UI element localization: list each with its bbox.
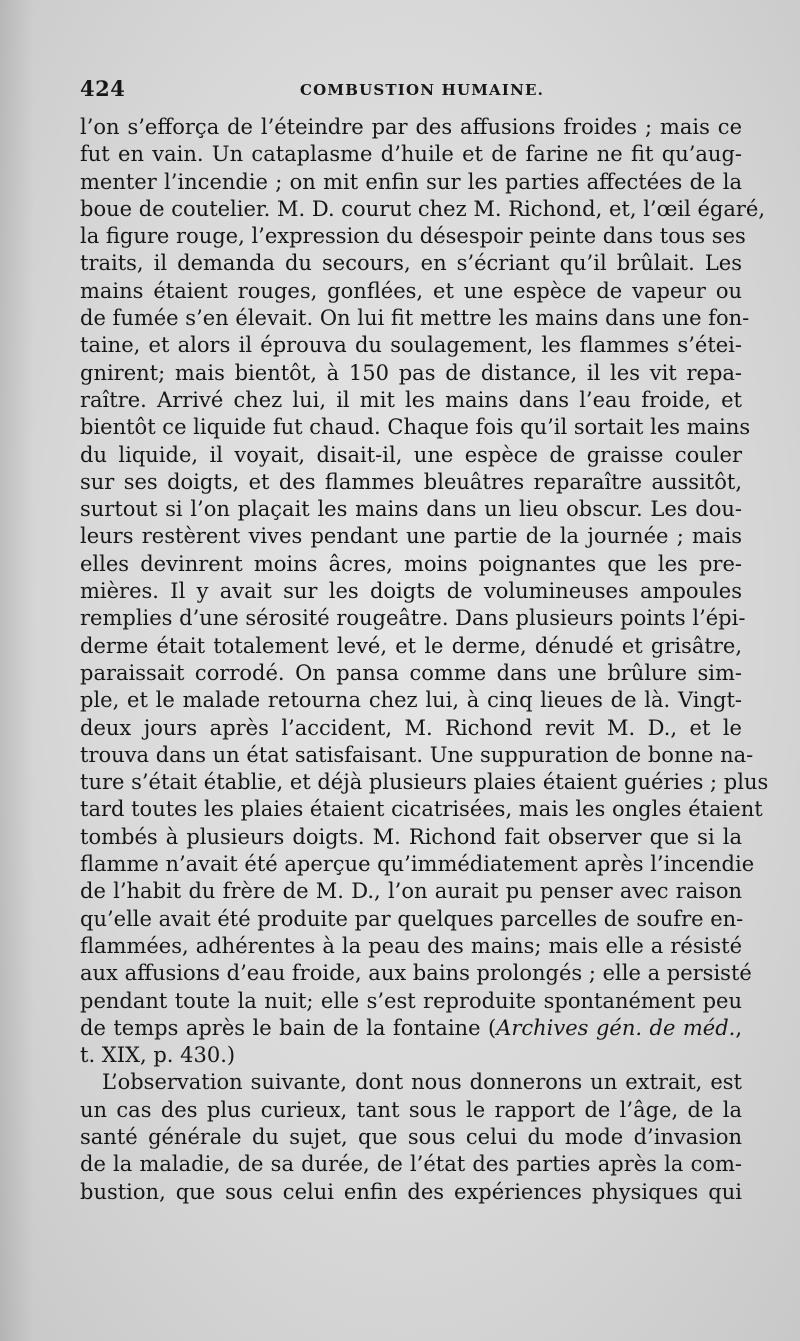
text-line: de la maladie, de sa durée, de l’état des parties après la com- [80,1152,742,1177]
citation-journal-title: Archives gén. de méd. [496,1015,736,1040]
text-line: ture s’était établie, et déjà plusieurs plaies étaient guéries ; plus [80,770,769,795]
text-line: mières. Il y avait sur les doigts de volumineuses ampoules [80,579,742,604]
text-line: derme était totalement levé, et le derme, dénudé et grisâtre, [80,633,742,658]
text-line: mains étaient rouges, gonflées, et une espèce de vapeur ou [80,278,742,303]
text-line: leurs restèrent vives pendant une partie de la journée ; mais [80,524,742,549]
text-line: traits, il demanda du secours, en s’écriant qu’il brûlait. Les [80,251,742,276]
text-line: sur ses doigts, et des flammes bleuâtres reparaître aussitôt, [80,469,742,494]
page-number: 424 [80,76,126,101]
text-line: de fumée s’en élevait. On lui fit mettre les mains dans une fon- [80,306,750,331]
citation-reference: t. XIX, p. 430.) [80,1043,236,1068]
text-line: tard toutes les plaies étaient cicatrisées, mais les ongles étaient [80,797,763,822]
paragraph-first-line: L’observation suivante, dont nous donnerons un extrait, est [102,1070,742,1095]
text-line: l’on s’efforça de l’éteindre par des affusions froides ; mais ce [80,115,742,139]
text-line: fut en vain. Un cataplasme d’huile et de farine ne fit qu’aug- [80,142,742,167]
text-line: aux affusions d’eau froide, aux bains prolongés ; elle a persisté [80,961,752,986]
text-line: qu’elle avait été produite par quelques parcelles de soufre en- [80,906,744,931]
text-line: bustion, que sous celui enfin des expériences physiques qui [80,1179,742,1204]
citation-line [80,1015,742,1042]
text-line: taine, et alors il éprouva du soulagement, les flammes s’étei- [80,333,742,358]
text-line: bientôt ce liquide fut chaud. Chaque fois qu’il sortait les mains [80,415,751,440]
text-line: ple, et le malade retourna chez lui, à cinq lieues de là. Vingt- [80,688,742,713]
text-line: un cas des plus curieux, tant sous le rapport de l’âge, de la [80,1097,742,1122]
body-text [80,114,769,1206]
citation-suffix: , [735,1015,743,1040]
text-line: flammées, adhérentes à la peau des mains; mais elle a résisté [80,933,742,958]
page-header [80,76,742,108]
text-line: gnirent; mais bientôt, à 150 pas de distance, il les vit repa- [80,360,742,385]
text-line: trouva dans un état satisfaisant. Une suppuration de bonne na- [80,742,754,767]
text-line: de l’habit du frère de M. D., l’on aurait pu penser avec raison [80,879,742,904]
text-line: flamme n’avait été aperçue qu’immédiatement après l’incendie [80,852,755,877]
text-line: pendant toute la nuit; elle s’est reproduite spontanément peu [80,988,742,1013]
text-line: du liquide, il voyait, disait-il, une espèce de graisse couler [80,442,742,467]
text-line: santé générale du sujet, que sous celui du mode d’invasion [80,1124,742,1149]
text-line: menter l’incendie ; on mit enfin sur les parties affectées de la [80,169,742,194]
text-line: tombés à plusieurs doigts. M. Richond fait observer que si la [80,824,742,849]
text-line: boue de coutelier. M. D. courut chez M. Richond, et, l’œil égaré, [80,196,765,221]
citation-prefix: de temps après le bain de la fontaine ( [80,1015,497,1040]
text-line: remplies d’une sérosité rougeâtre. Dans plusieurs points l’épi- [80,606,746,631]
text-line: deux jours après l’accident, M. Richond revit M. D., et le [80,715,742,740]
text-line: surtout si l’on plaçait les mains dans un lieu obscur. Les dou- [80,497,742,522]
text-line: la figure rouge, l’expression du désespoir peinte dans tous ses [80,224,746,249]
running-head: COMBUSTION HUMAINE. [300,81,545,99]
page-edge-shadow [0,0,34,1341]
text-line: paraissait corrodé. On pansa comme dans une brûlure sim- [80,660,742,685]
text-line: raître. Arrivé chez lui, il mit les mains dans l’eau froide, et [80,387,742,412]
text-line: elles devinrent moins âcres, moins poignantes que les pre- [80,551,742,576]
